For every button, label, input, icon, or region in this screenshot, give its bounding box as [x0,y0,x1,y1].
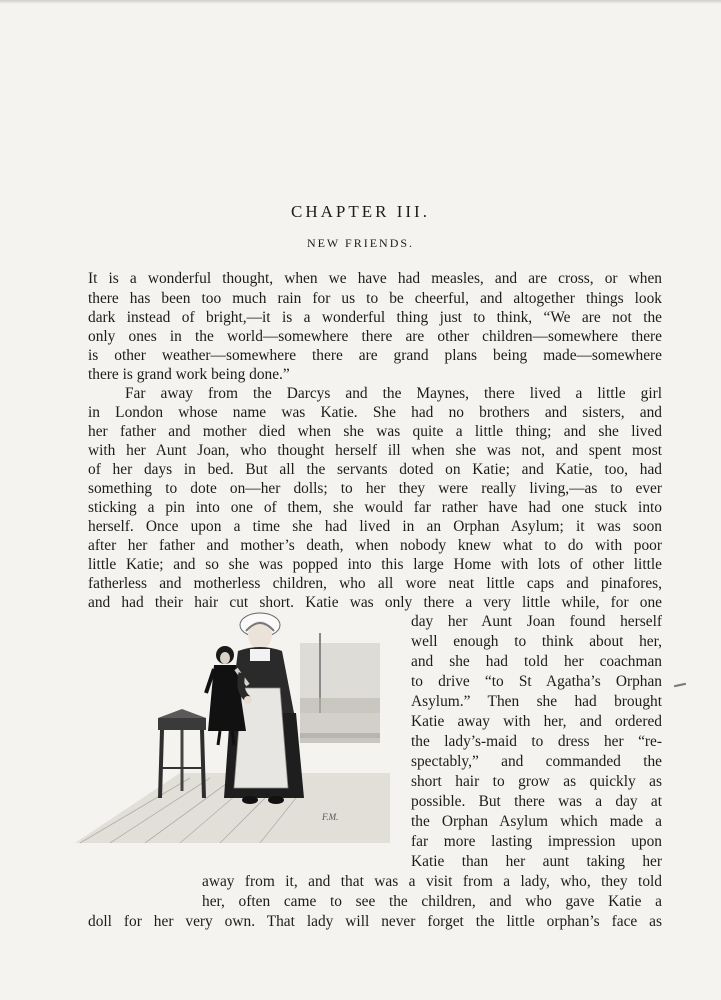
text-line: to drive “to St Agatha’s Orphan [411,673,662,690]
text-line: spectably,” and commanded the [411,753,662,770]
text-line: the lady’s-maid to dress her “re- [411,733,662,750]
page-edge [0,0,721,4]
text-line: with her Aunt Joan, who thought herself ill when she was not, and spent most [88,442,662,459]
text-line: and had their hair cut short. Katie was only there a very little while, for one [88,594,662,611]
text-line: after her father and mother’s death, when nobody knew what to do with poor [88,537,662,554]
chapter-subtitle: NEW FRIENDS. [306,236,415,250]
text-line: little Katie; and so she was popped into this large Home with lots of other little [88,556,662,573]
text-line: short hair to grow as quickly as [411,773,662,790]
text-line: of her days in bed. But all the servants doted on Katie; and Katie, too, had [88,461,662,478]
text-line: away from it, and that was a visit from a lady, who, they told [202,873,662,890]
text-line: Asylum.” Then she had brought [411,693,662,710]
text-line: Far away from the Darcys and the Maynes, there lived a little girl [125,385,662,402]
illustration-girl-with-doll [70,603,390,853]
text-line: in London whose name was Katie. She had no brothers and sisters, and [88,404,662,421]
text-line: there has been too much rain for us to be cheerful, and altogether things look [88,290,662,307]
chapter-title: CHAPTER III. [291,202,430,221]
text-line: the Orphan Asylum which made a [411,813,662,830]
text-line: doll for her very own. That lady will never forget the little orphan’s face as [88,913,662,930]
text-line: something to dote on—her dolls; to her they were really living,—as to ever [88,480,662,497]
text-line: far more lasting impression upon [411,833,662,850]
text-line: sticking a pin into one of them, she would far rather have had one stuck into [88,499,662,516]
text-line: well enough to think about her, [411,633,662,650]
text-line: her, often came to see the children, and who gave Katie a [202,893,662,910]
text-line: and she had told her coachman [411,653,662,670]
text-line: herself. Once upon a time she had lived in an Orphan Asylum; it was soon [88,518,662,535]
text-line: possible. But there was a day at [411,793,662,810]
text-line: Katie than her aunt taking her [411,853,662,870]
text-line: only ones in the world—somewhere there are other children—somewhere there [88,328,662,345]
text-line: Katie away with her, and ordered [411,713,662,730]
text-line: It is a wonderful thought, when we have had measles, and are cross, or when [88,270,662,287]
margin-mark [674,683,686,687]
illustration-signature: F.M. [322,812,339,822]
text-line: there is grand work being done.” [88,366,290,383]
text-line: her father and mother died when she was quite a little thing; and she lived [88,423,662,440]
text-line: dark instead of bright,—it is a wonderful thing just to think, “We are not the [88,309,662,326]
text-line: fatherless and motherless children, who all wore neat little caps and pinafores, [88,575,662,592]
text-line: day her Aunt Joan found herself [411,613,662,630]
text-line: is other weather—somewhere there are grand plans being made—somewhere [88,347,662,364]
